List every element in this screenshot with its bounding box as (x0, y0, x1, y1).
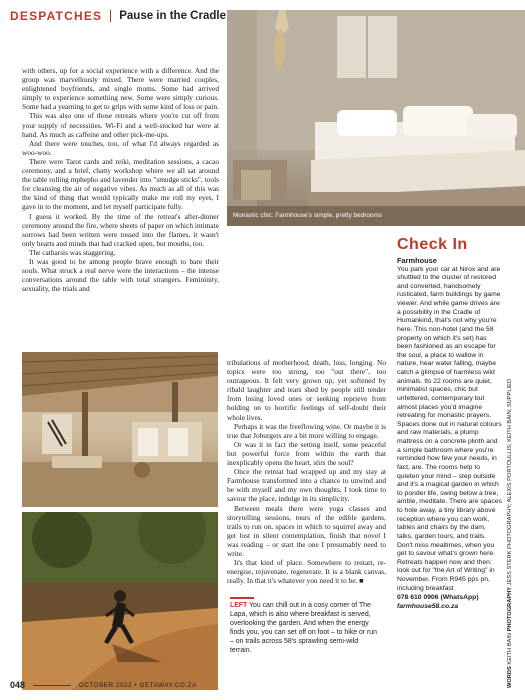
header-divider (110, 10, 111, 22)
page-number: 048 (10, 680, 26, 690)
article-paragraph: There were Tarot cards and reiki, meditation sessions, a cacao ceremony, and a brief, chatty workshop where we all sat around the table rolling mphepho and lavender into "smudge sticks", tools for cleansing the air of negative vibes. As much as all of this was the kind of thing that would typically make me roll my eyes, I gave in to the moment, and let myself participate fully. (22, 156, 219, 212)
section-label: DESPATCHES (10, 9, 103, 23)
photography-credit: JESS STERK PHOTOGRAPHY; ALEXIS PORTOULLIS; KEITH BAIN; SUPPLIED (507, 379, 513, 586)
words-label: WORDS (507, 666, 513, 688)
article-column-1 (22, 66, 219, 293)
runner-illustration (22, 512, 218, 690)
page-footer (10, 678, 310, 692)
article-paragraph: with others, up for a social experience with a difference. And the group was marvellously mixed. There were married couples, enlightened boyfriends, and single moms. Some had arrived simply to experience something new. Some were simply curious. Some had a yearning to get to grips with some kind of loss or pain. (22, 66, 219, 112)
words-credit: KEITH BAIN (507, 632, 513, 665)
article-paragraph: It was good to be among people brave enough to bare their souls. What struck a real nerve were the interactions – the intense conversations around the table with total strangers. Femininity, sexuality, the trials and (22, 256, 219, 294)
bedroom-photo (227, 10, 525, 226)
article-paragraph: Once the retreat had wrapped up and my stay at Farmhouse transformed into a chance to unwind and be with myself and my own thoughts, I took time to savour the place, indulge in its simplicity. (227, 467, 386, 504)
check-in-body: You park your car at Nirox and are shuttled to the cluster of restored and converted, handsomely rusticated, farm buildings by game viewer. And while game drives are a possibility in the Cradle of Humankind, that's not why you're here. This non-hotel (and the 58 property on which it's set) has been fashioned as an escape for the soul, a place to wallow in nature, hear water falling, maybe catch a glimpse of harmless wild animals. Its 22 rooms are quiet, minimalist spaces, chic but unfettered, contemporary but almost places you'd imagine retreating for monastic prayers. Spaces done out in natural colours and raw materials, a plump mattress on a concrete plinth and a simple bathroom where you're reminded how few your needs, in fact, are. The rooms help to quieten your mind – step outside and it's a magical garden in which to ponder life, swing below a tree, amble, meditate. There are spaces to hole away, a tiny library above reception where you can work, tables and chairs by the dam, talks, garden tours, and trails. Don't miss mealtimes, when you get to savour what's grown here. Retreats happen now and then; look out for "the Art of Writing" in November. From R945 pps pn, including breakfast (397, 265, 502, 592)
photo-caption: Monastic chic: Farmhouse's simple, pretty bedrooms (233, 212, 382, 219)
article-paragraph: Perhaps it was the freeflowing wine. Or maybe it is true that Joburgers are a bit more willing to engage. (227, 421, 386, 440)
photography-label: PHOTOGRAPHY (507, 586, 513, 632)
lapa-illustration (22, 352, 218, 507)
article-title: Pause in the Cradle (119, 10, 226, 22)
caption-text: You can chill out in a cosy corner of The Lapa, which is also where breakfast is served, overlooking the garden. And when the energy finds you, you can set off on foot – to hike or run – on trails across 58's sprawling semi-wild terrain. (230, 602, 377, 654)
left-photo-caption (230, 597, 380, 656)
runner-photo (22, 512, 218, 690)
article-paragraph: Or was it in fact the setting itself, some peaceful but powerful force from within the earth that inexplicably opens the heart, stirs the soul? (227, 439, 386, 468)
article-paragraph: tribulations of motherhood, death, loss, longing. No topics were too strong, too "out there", too outrageous. It felt very grown up, yet softened by ribald laughter and tears shed by people still tender from losing loved ones or seeking reprieve from holding on to horrific feelings of self-doubt their whole lives. (227, 358, 386, 422)
article-column-2 (227, 358, 386, 585)
photo-credits (507, 236, 513, 688)
article-paragraph: And there were touches, too, of what I'd always regarded as woo-woo. (22, 138, 219, 157)
article-paragraph: I guess it worked. By the time of the retreat's after-dinner ceremony around the fire, where sheets of paper on which intimate sorrows had been written were tossed into the flames, it wasn't only hearts and minds that had cracked open, but mouths, too. (22, 211, 219, 248)
article-paragraph: Between meals there were yoga classes and storytelling sessions, tours of the edible gardens, trails to run on, spaces in which to squirrel away and get lost in silent contemplation, finish that novel I was reading – or start the one I presumably need to write. (227, 503, 386, 558)
caption-label: LEFT (230, 602, 248, 609)
check-in-phone: 078 610 0906 (WhatsApp) (397, 594, 479, 602)
article-paragraph: This was also one of those retreats where you're cut off from your supply of necessities. Wi-Fi and a well-stocked bar were at hand. As much as caffeine and other pick-me-ups. (22, 111, 219, 139)
lapa-photo (22, 352, 218, 507)
article-paragraph: The catharsis was staggering. (29, 247, 116, 257)
check-in-title: Check In (397, 236, 468, 253)
bedroom-illustration (227, 10, 525, 226)
issue-info: OCTOBER 2022 • GETAWAY.CO.ZA (79, 681, 197, 689)
footer-rule (33, 685, 71, 686)
check-in-subtitle: Farmhouse (397, 255, 437, 265)
check-in-box (397, 236, 503, 612)
check-in-website: farmhouse58.co.za (397, 603, 459, 611)
article-paragraph: It's that kind of place. Somewhere to restart, re-energise, rejuvenate, regenerate. It is a blank canvas, really. In that it's whatever you need it to be. ■ (227, 558, 386, 586)
caption-rule (230, 597, 254, 599)
